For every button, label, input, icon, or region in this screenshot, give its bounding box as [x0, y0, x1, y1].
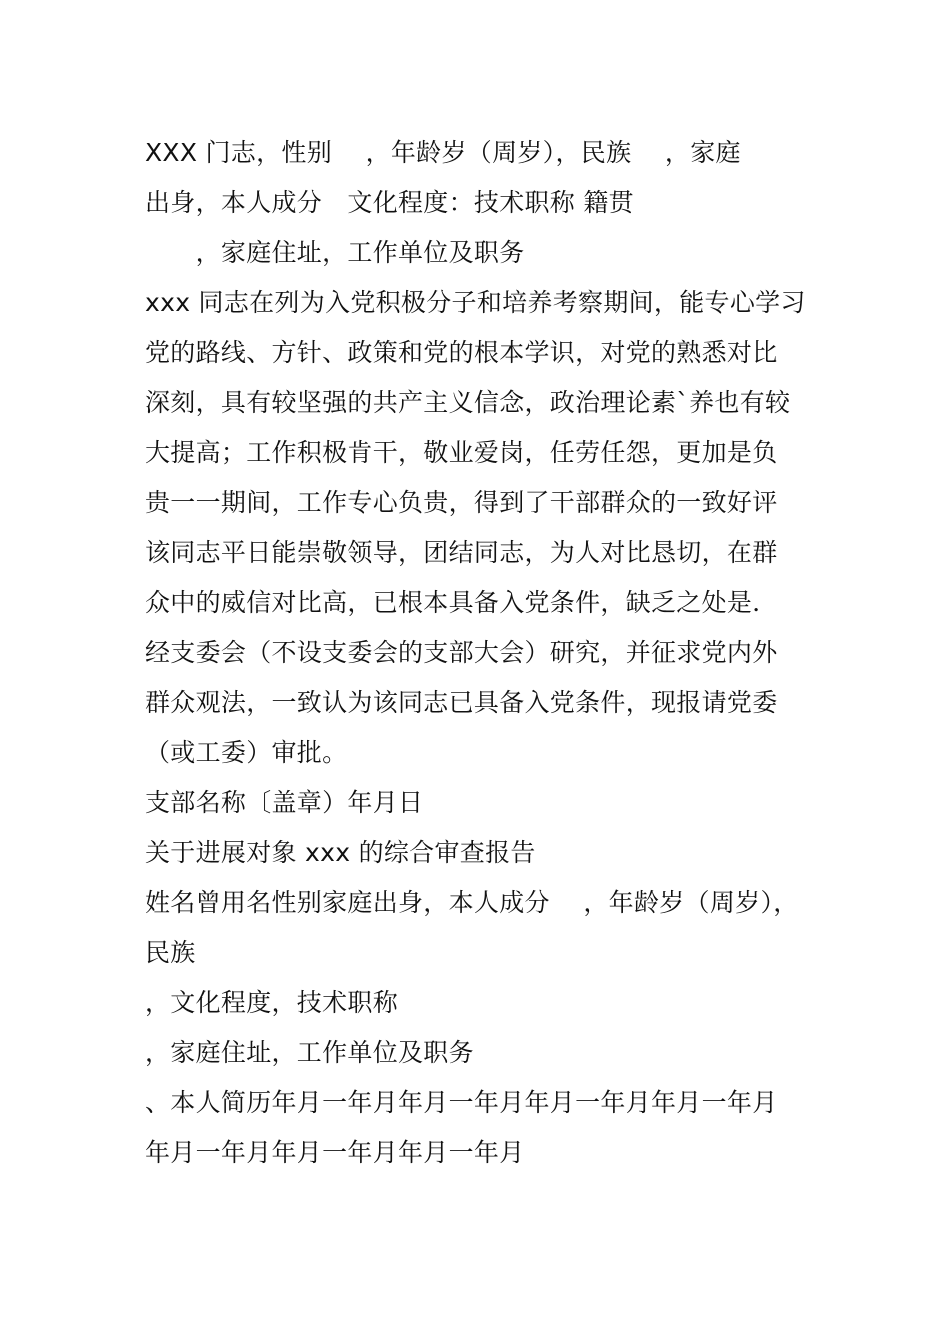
- text-line: 支部名称〔盖章）年月日: [145, 788, 424, 817]
- text-line: 出身，本人成分 文化程度：技术职称 籍贯: [145, 188, 634, 217]
- text-line: 民族: [145, 938, 196, 967]
- text-line: 关于进展对象 xxx 的综合审查报告: [145, 838, 536, 867]
- text-line: ，家庭住址，工作单位及职务: [145, 1038, 474, 1067]
- text-line: ，文化程度，技术职称: [145, 988, 399, 1017]
- text-line: 党的路线、方针、政策和党的根本学识，对党的熟悉对比: [145, 338, 778, 367]
- text-line: 贵一一期间，工作专心负贵，得到了干部群众的一致好评: [145, 488, 778, 517]
- text-line: （或工委）审批。: [145, 738, 348, 767]
- text-line: 经支委会（不设支委会的支部大会）研究，并征求党内外: [145, 638, 778, 667]
- text-line: 大提高；工作积极肯干，敬业爱岗，任劳任怨，更加是负: [145, 438, 778, 467]
- text-line: ，家庭住址，工作单位及职务: [145, 238, 525, 267]
- text-line: 该同志平日能崇敬领导，团结同志，为人对比恳切，在群: [145, 538, 778, 567]
- text-line: 年月一年月年月一年月年月一年月: [145, 1138, 525, 1167]
- text-line: 群众观法，一致认为该同志已具备入党条件，现报请党委: [145, 688, 778, 717]
- text-line: xxx 同志在列为入党积极分子和培养考察期间，能专心学习: [145, 288, 806, 317]
- text-line: 、本人简历年月一年月年月一年月年月一年月年月一年月: [145, 1088, 778, 1117]
- text-line: 姓名曾用名性别家庭出身，本人成分 ，年龄岁（周岁），: [145, 888, 799, 917]
- text-line: 深刻，具有较坚强的共产主义信念，政治理论素`养也有较: [145, 388, 791, 417]
- text-line: XXX 门志，性别 ，年龄岁（周岁），民族 ，家庭: [145, 138, 741, 167]
- document-body: [145, 128, 845, 1178]
- text-line: 众中的威信对比高，已根本具备入党条件，缺乏之处是．: [145, 588, 778, 617]
